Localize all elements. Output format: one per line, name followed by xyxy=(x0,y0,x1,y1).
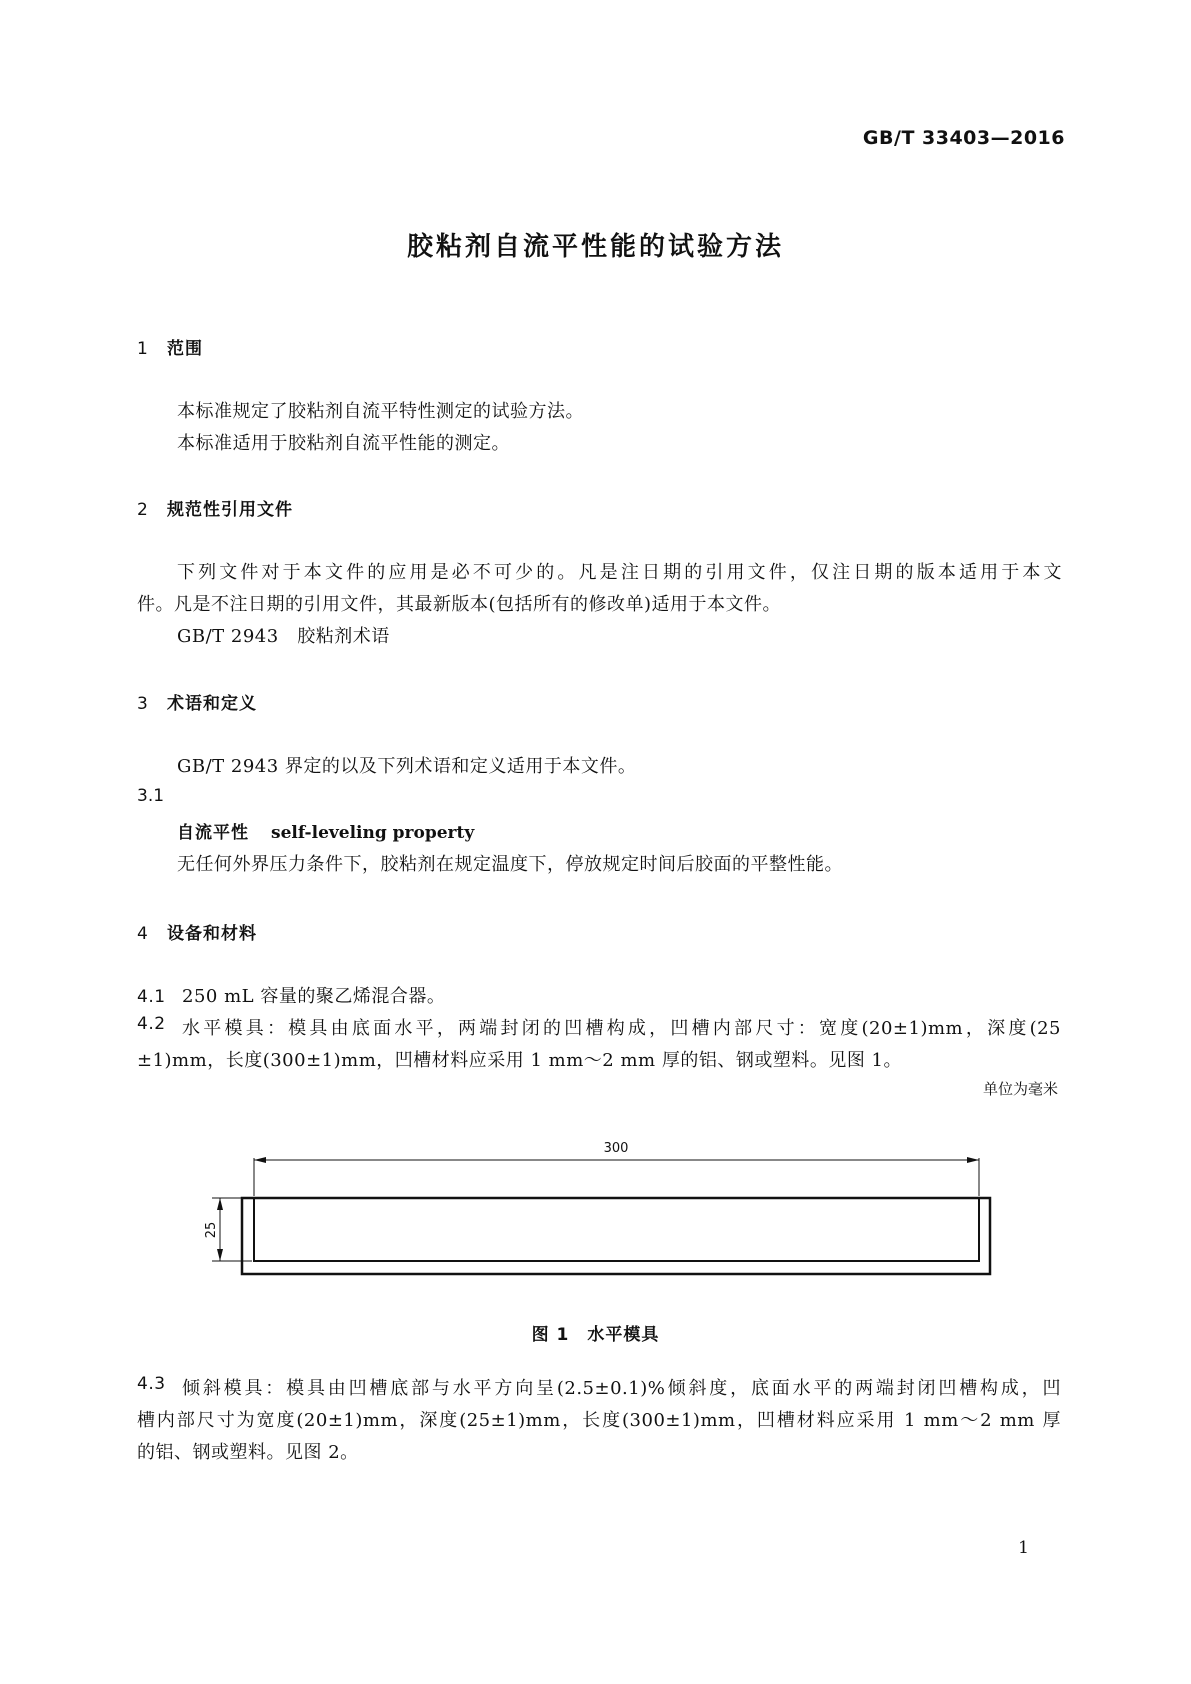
clause-number: 4.1 xyxy=(137,987,166,1007)
depth-arrow-top xyxy=(217,1198,223,1210)
clause-number: 4.3 xyxy=(137,1374,166,1394)
clause-4-1 xyxy=(137,982,445,1008)
section-number: 4 xyxy=(137,924,149,944)
figure-1-caption: 图 1 水平模具 xyxy=(531,1325,660,1345)
section-title: 范围 xyxy=(167,339,203,359)
unit-note: 单位为毫米 xyxy=(982,1080,1058,1098)
clause-3-1-number: 3.1 xyxy=(137,786,165,806)
clause-4-3-line-2: 槽内部尺寸为宽度(20±1)mm，深度(25±1)mm，长度(300±1)mm，凹槽材料应采用 1 mm～2 mm 厚 xyxy=(137,1410,1061,1431)
clause-text: 水平模具：模具由底面水平，两端封闭的凹槽构成，凹槽内部尺寸：宽度(20±1)mm，深度(25 xyxy=(182,1018,1061,1039)
section-3-heading xyxy=(137,689,257,714)
section-2-paragraph-line-1: 下列文件对于本文件的应用是必不可少的。凡是注日期的引用文件，仅注日期的版本适用于本文 xyxy=(177,562,1062,583)
section-3-paragraph: GB/T 2943 界定的以及下列术语和定义适用于本文件。 xyxy=(177,756,637,777)
length-arrow-left xyxy=(254,1157,266,1163)
section-number: 1 xyxy=(137,339,149,359)
standard-number: GB/T 33403—2016 xyxy=(862,127,1065,149)
document-title: 胶粘剂自流平性能的试验方法 xyxy=(406,232,784,262)
section-1-heading xyxy=(137,334,203,359)
clause-number: 4.2 xyxy=(137,1014,166,1034)
clause-4-3-line-1 xyxy=(137,1374,1061,1400)
depth-arrow-bottom xyxy=(217,1249,223,1261)
section-4-heading xyxy=(137,919,257,944)
clause-text: 250 mL 容量的聚乙烯混合器。 xyxy=(182,986,446,1007)
section-2-heading xyxy=(137,495,293,520)
term-english: self-leveling property xyxy=(271,823,475,843)
page-number: 1 xyxy=(1018,1538,1029,1558)
length-dimension-label: 300 xyxy=(603,1141,629,1156)
section-title: 设备和材料 xyxy=(167,924,257,944)
section-1-paragraph-2: 本标准适用于胶粘剂自流平性能的测定。 xyxy=(177,433,510,454)
section-2-paragraph-line-2: 件。凡是不注日期的引用文件，其最新版本(包括所有的修改单)适用于本文件。 xyxy=(137,594,782,615)
section-title: 术语和定义 xyxy=(167,694,257,714)
normative-reference: GB/T 2943 胶粘剂术语 xyxy=(177,626,390,647)
clause-text: 倾斜模具：模具由凹槽底部与水平方向呈(2.5±0.1)%倾斜度，底面水平的两端封闭凹槽构成，凹 xyxy=(182,1378,1061,1399)
depth-dimension-label: 25 xyxy=(204,1221,219,1239)
term-definition: 无任何外界压力条件下，胶粘剂在规定温度下，停放规定时间后胶面的平整性能。 xyxy=(177,854,843,875)
clause-4-2-line-1 xyxy=(137,1014,1061,1040)
clause-4-2-line-2: ±1)mm，长度(300±1)mm，凹槽材料应采用 1 mm～2 mm 厚的铝、钢或塑料。见图 1。 xyxy=(137,1050,903,1071)
length-arrow-right xyxy=(967,1157,979,1163)
term-chinese: 自流平性 xyxy=(177,823,249,843)
section-number: 3 xyxy=(137,694,149,714)
mold-inner-outline xyxy=(254,1198,979,1261)
section-number: 2 xyxy=(137,500,149,520)
term-entry xyxy=(177,818,474,843)
section-title: 规范性引用文件 xyxy=(167,500,293,520)
mold-outer-outline xyxy=(242,1198,990,1274)
section-1-paragraph-1: 本标准规定了胶粘剂自流平特性测定的试验方法。 xyxy=(177,401,584,422)
clause-4-3-line-3: 的铝、钢或塑料。见图 2。 xyxy=(137,1442,359,1463)
